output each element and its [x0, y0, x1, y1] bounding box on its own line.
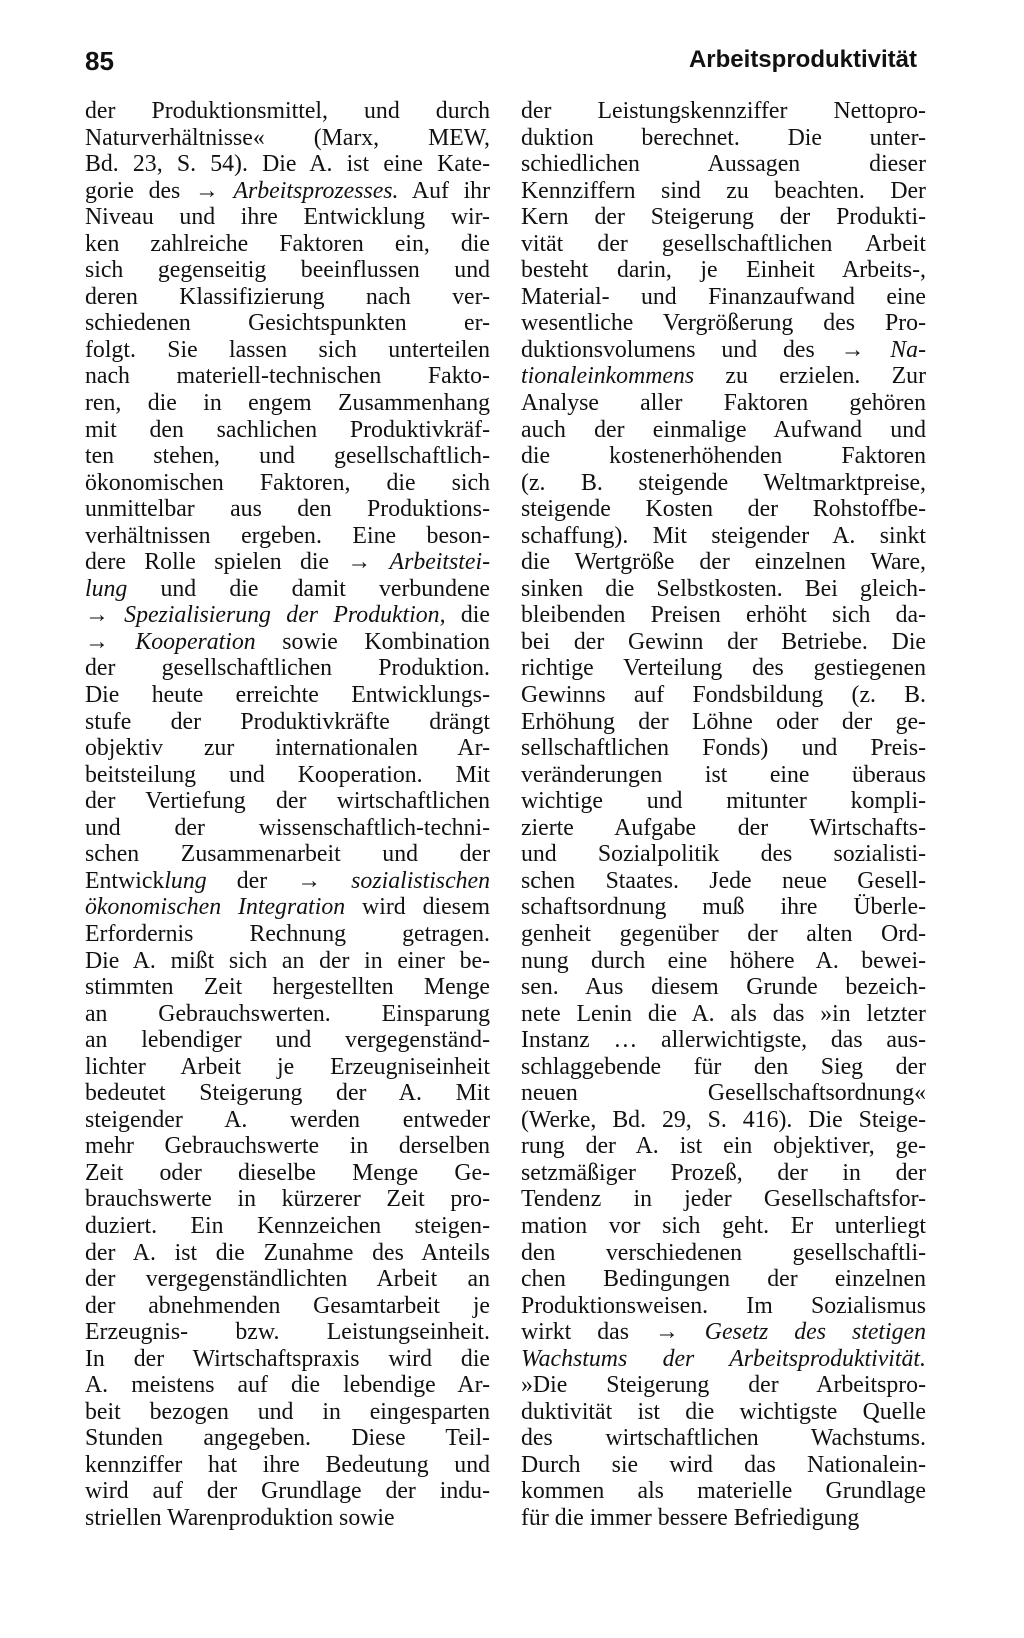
text-line: sich gegenseitig beeinflussen und — [85, 257, 490, 284]
text-line: vität der gesellschaftlichen Arbeit — [521, 230, 926, 257]
text-line: sellschaftlichen Fonds) und Preis- — [521, 735, 926, 762]
text-line: der Vertiefung der wirtschaftlichen — [85, 788, 490, 815]
text-line: deren Klassifizierung nach ver- — [85, 283, 490, 310]
text-line: unmittelbar aus den Produktions- — [85, 496, 490, 523]
text-line: Niveau und ihre Entwicklung wir- — [85, 204, 490, 231]
text-line: neuen Gesellschaftsordnung« — [521, 1080, 926, 1107]
text-line: an Gebrauchswerten. Einsparung — [85, 1000, 490, 1027]
text-line: schiedlichen Aussagen dieser — [521, 151, 926, 178]
text-line: objektiv zur internationalen Ar- — [85, 735, 490, 762]
text-line: genheit gegenüber der alten Ord- — [521, 920, 926, 947]
text-line: beitsteilung und Kooperation. Mit — [85, 761, 490, 788]
text-line: Stunden angegeben. Diese Teil- — [85, 1425, 490, 1452]
right-text-column — [521, 98, 926, 1532]
text-line: sinken die Selbstkosten. Bei gleich- — [521, 575, 926, 602]
text-line: ren, die in engem Zusammenhang — [85, 390, 490, 417]
text-line: der gesellschaftlichen Produktion. — [85, 655, 490, 682]
text-line: Analyse aller Faktoren gehören — [521, 390, 926, 417]
text-line: In der Wirtschaftspraxis wird die — [85, 1345, 490, 1372]
text-line: der abnehmenden Gesamtarbeit je — [85, 1292, 490, 1319]
text-line: bleibenden Preisen erhöht sich da- — [521, 602, 926, 629]
text-line: ten stehen, und gesellschaftlich- — [85, 443, 490, 470]
text-line: schaftsordnung muß ihre Überle- — [521, 894, 926, 921]
text-line: Zeit oder dieselbe Menge Ge- — [85, 1159, 490, 1186]
text-line: Instanz … allerwichtigste, das aus- — [521, 1027, 926, 1054]
text-line: duktionsvolumens und des → Na- — [521, 336, 926, 363]
text-line: »Die Steigerung der Arbeitspro- — [521, 1372, 926, 1399]
text-line: setzmäßiger Prozeß, der in der — [521, 1159, 926, 1186]
text-line: an lebendiger und vergegenständ- — [85, 1027, 490, 1054]
text-line: A. meistens auf die lebendige Ar- — [85, 1372, 490, 1399]
text-line: mit den sachlichen Produktivkräf- — [85, 416, 490, 443]
text-line: steigende Kosten der Rohstoffbe- — [521, 496, 926, 523]
text-line: kommen als materielle Grundlage — [521, 1478, 926, 1505]
text-line: Erzeugnis- bzw. Leistungseinheit. — [85, 1319, 490, 1346]
text-line: richtige Verteilung des gestiegenen — [521, 655, 926, 682]
text-line: stimmten Zeit hergestellten Menge — [85, 974, 490, 1001]
page-number: 85 — [85, 46, 114, 76]
text-line: die kostenerhöhenden Faktoren — [521, 443, 926, 470]
text-line: bedeutet Steigerung der A. Mit — [85, 1080, 490, 1107]
text-line: Die A. mißt sich an der in einer be- — [85, 947, 490, 974]
page-header — [85, 46, 917, 80]
text-line: Erhöhung der Löhne oder der ge- — [521, 708, 926, 735]
text-line: Entwicklung der → sozialistischen — [85, 867, 490, 894]
text-line: (Werke, Bd. 29, S. 416). Die Steige- — [521, 1106, 926, 1133]
text-line: verhältnissen ergeben. Eine beson- — [85, 522, 490, 549]
text-line: Durch sie wird das Nationalein- — [521, 1451, 926, 1478]
text-line: tionaleinkommens zu erzielen. Zur — [521, 363, 926, 390]
text-line: duziert. Ein Kennzeichen steigen- — [85, 1212, 490, 1239]
text-line: Die heute erreichte Entwicklungs- — [85, 682, 490, 709]
text-line: ken zahlreiche Faktoren ein, die — [85, 230, 490, 257]
text-line: dere Rolle spielen die → Arbeitstei- — [85, 549, 490, 576]
text-line: der Produktionsmittel, und durch — [85, 98, 490, 124]
text-line: schen Zusammenarbeit und der — [85, 841, 490, 868]
text-line: Naturverhältnisse« (Marx, MEW, — [85, 124, 490, 151]
text-line: schen Staates. Jede neue Gesell- — [521, 867, 926, 894]
text-line: ökonomischen Faktoren, die sich — [85, 469, 490, 496]
text-line: den verschiedenen gesellschaftli- — [521, 1239, 926, 1266]
text-line: stufe der Produktivkräfte drängt — [85, 708, 490, 735]
text-line: auch der einmalige Aufwand und — [521, 416, 926, 443]
text-line: Kennziffern sind zu beachten. Der — [521, 177, 926, 204]
text-line: → Spezialisierung der Produktion, die — [85, 602, 490, 629]
text-line: nach materiell-technischen Fakto- — [85, 363, 490, 390]
text-line: mehr Gebrauchswerte in derselben — [85, 1133, 490, 1160]
text-line: gorie des → Arbeitsprozesses. Auf ihr — [85, 177, 490, 204]
text-line: duktivität ist die wichtigste Quelle — [521, 1398, 926, 1425]
text-line: für die immer bessere Befriedigung — [521, 1504, 860, 1531]
text-line: Produktionsweisen. Im Sozialismus — [521, 1292, 926, 1319]
text-line: wird auf der Grundlage der indu- — [85, 1478, 490, 1505]
text-line: mation vor sich geht. Er unterliegt — [521, 1212, 926, 1239]
text-line: bei der Gewinn der Betriebe. Die — [521, 628, 926, 655]
text-line: → Kooperation sowie Kombination — [85, 628, 490, 655]
text-line: Erfordernis Rechnung getragen. — [85, 920, 490, 947]
text-line: schiedenen Gesichtspunkten er- — [85, 310, 490, 337]
text-line: beit bezogen und in eingesparten — [85, 1398, 490, 1425]
text-line: veränderungen ist eine überaus — [521, 761, 926, 788]
text-line: sen. Aus diesem Grunde bezeich- — [521, 974, 926, 1001]
text-line: Gewinns auf Fondsbildung (z. B. — [521, 682, 926, 709]
text-line: und Sozialpolitik des sozialisti- — [521, 841, 926, 868]
text-line: folgt. Sie lassen sich unterteilen — [85, 336, 490, 363]
text-line: (z. B. steigende Weltmarktpreise, — [521, 469, 926, 496]
text-line: steigender A. werden entweder — [85, 1106, 490, 1133]
text-line: nete Lenin die A. als das »in letzter — [521, 1000, 926, 1027]
text-line: Kern der Steigerung der Produkti- — [521, 204, 926, 231]
running-head: Arbeitsproduktivität — [688, 46, 917, 73]
text-line: lichter Arbeit je Erzeugniseinheit — [85, 1053, 490, 1080]
text-line: zierte Aufgabe der Wirtschafts- — [521, 814, 926, 841]
text-line: Tendenz in jeder Gesellschaftsfor- — [521, 1186, 926, 1213]
text-line: schlaggebende für den Sieg der — [521, 1053, 926, 1080]
text-line: der A. ist die Zunahme des Anteils — [85, 1239, 490, 1266]
text-line: striellen Warenproduktion sowie — [85, 1504, 395, 1531]
text-line: duktion berechnet. Die unter- — [521, 124, 926, 151]
text-line: des wirtschaftlichen Wachstums. — [521, 1425, 926, 1452]
text-line: besteht darin, je Einheit Arbeits-, — [521, 257, 926, 284]
text-line: chen Bedingungen der einzelnen — [521, 1266, 926, 1293]
text-line: rung der A. ist ein objektiver, ge- — [521, 1133, 926, 1160]
text-line: wirkt das → Gesetz des stetigen — [521, 1319, 926, 1346]
text-line: Material- und Finanzaufwand eine — [521, 283, 926, 310]
text-line: ökonomischen Integration wird diesem — [85, 894, 490, 921]
text-line: wichtige und mitunter kompli- — [521, 788, 926, 815]
text-line: schaffung). Mit steigender A. sinkt — [521, 522, 926, 549]
text-line: brauchswerte in kürzerer Zeit pro- — [85, 1186, 490, 1213]
text-line: und der wissenschaftlich-techni- — [85, 814, 490, 841]
text-line: kennziffer hat ihre Bedeutung und — [85, 1451, 490, 1478]
text-line: wesentliche Vergrößerung des Pro- — [521, 310, 926, 337]
text-line: Bd. 23, S. 54). Die A. ist eine Kate- — [85, 151, 490, 178]
text-line: Wachstums der Arbeitsproduktivität. — [521, 1345, 926, 1372]
text-line: nung durch eine höhere A. bewei- — [521, 947, 926, 974]
text-line: die Wertgröße der einzelnen Ware, — [521, 549, 926, 576]
text-line: lung und die damit verbundene — [85, 575, 490, 602]
text-line: der Leistungskennziffer Nettopro- — [521, 98, 926, 124]
text-line: der vergegenständlichten Arbeit an — [85, 1266, 490, 1293]
left-text-column — [85, 98, 490, 1532]
